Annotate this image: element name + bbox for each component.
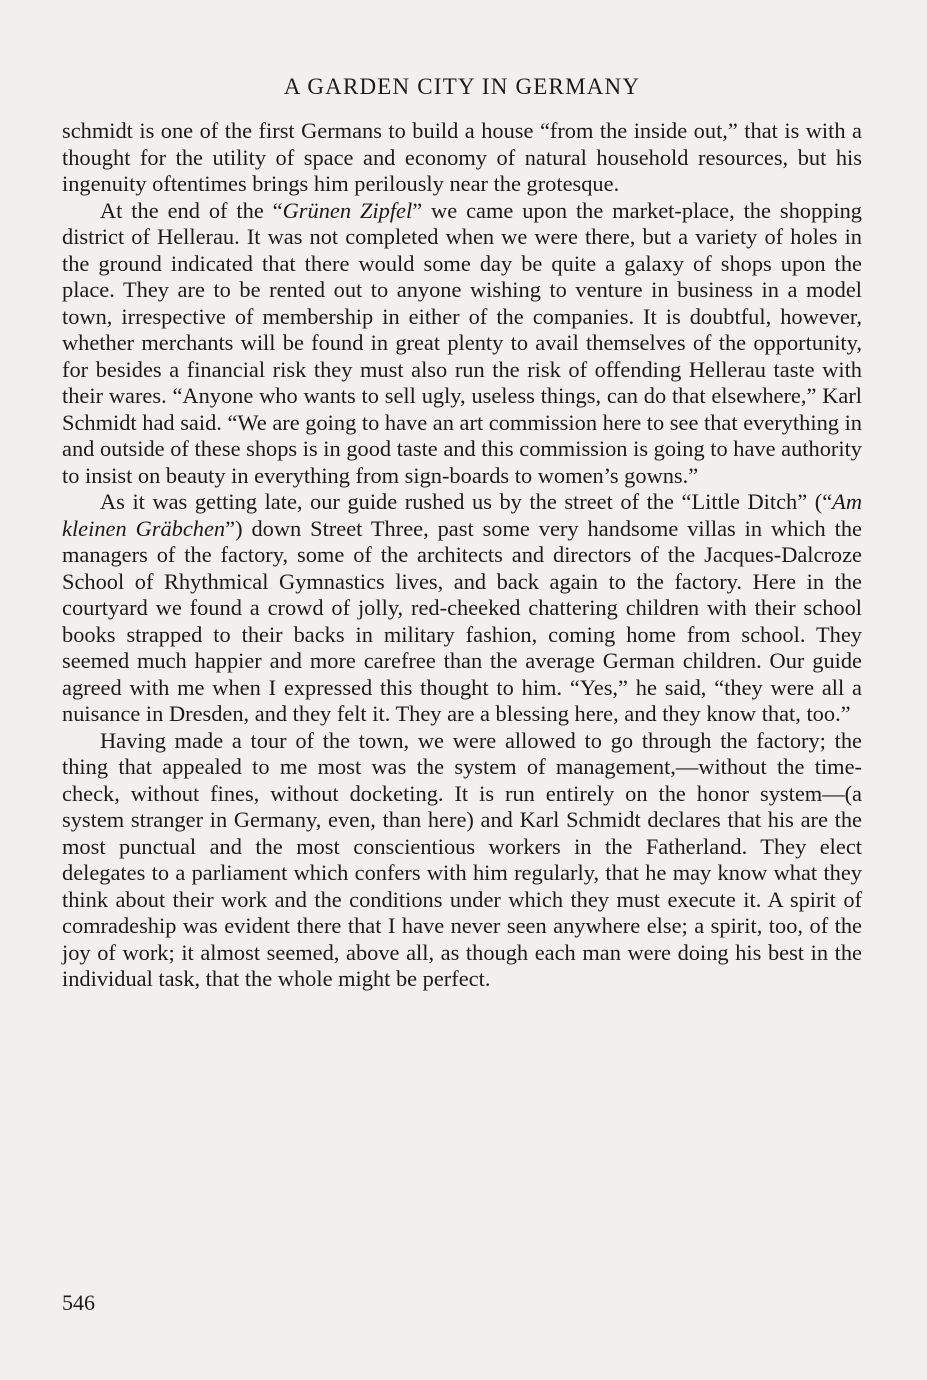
page-number: 546: [62, 1290, 95, 1315]
body-text: [62, 118, 862, 993]
paragraph-2: [62, 198, 862, 490]
paragraph-1: [62, 118, 862, 198]
paragraph-4: [62, 728, 862, 993]
book-page: [62, 64, 862, 1334]
paragraph-2-italic-phrase: Grünen Zipfel: [282, 197, 413, 223]
paragraph-4-text: Having made a tour of the town, we were allowed to go through the factory; the thing that appealed to me most was the system of management,—without the time-check, without fines, without docketing. It is run entirely on the honor system—(a system stranger in Germany, even, than here) and Karl Schmidt declares that his are the most punctual and the most conscientious workers in the Fatherland. They elect delegates to a parliament which confers with him regularly, that he may know what they think about their work and the conditions under which they must execute it. A spirit of comradeship was evident there that I have never seen anywhere else; a spirit, too, of the joy of work; it almost seemed, above all, as though each man were doing his best in the individual task, that the whole might be perfect.: [62, 727, 862, 991]
paragraph-3-italic-phrase: Am kleinen Gräbchen: [62, 489, 862, 541]
paragraph-1-text: schmidt is one of the first Germans to build a house “from the inside out,” that is with a thought for the utility of space and economy of natural household resources, but his ingenuity oftentimes brings him perilously near the grotesque.: [62, 118, 862, 196]
paragraph-2-text-a: At the end of the “: [100, 197, 283, 223]
paragraph-3-text-a: As it was getting late, our guide rushed us by the street of the “Little Ditch” (“: [100, 489, 833, 514]
running-head: A GARDEN CITY IN GERMANY: [283, 74, 641, 99]
paragraph-2-text-b: ” we came upon the market-place, the shopping district of Hellerau. It was not completed when we were there, but a variety of holes in the ground indicated that there would some day be quite a galaxy of shops upon the place. They are to be rented out to anyone wishing to venture in business in a model town, irrespective of membership in either of the companies. It is doubtful, however, whether merchants will be found in great plenty to avail themselves of the opportunity, for besides a financial risk they must also run the risk of offending Hellerau taste with their wares. “Anyone who wants to sell ugly, useless things, can do that elsewhere,” Karl Schmidt had said. “We are going to have an art commission here to see that everything in and outside of these shops is in good taste and this commission is going to have authority to insist on beauty in everything from sign-boards to women’s gowns.”: [62, 197, 862, 488]
paragraph-3-text-b: ”) down Street Three, past some very handsome villas in which the managers of the factory, some of the architects and directors of the Jacques-Dalcroze School of Rhythmical Gymnastics lives, and back again to the factory. Here in the courtyard we found a crowd of jolly, red-cheeked chattering children with their school books strapped to their backs in military fashion, coming home from school. They seemed much happier and more carefree than the average German children. Our guide agreed with me when I expressed this thought to him. “Yes,” he said, “they were all a nuisance in Dresden, and they felt it. They are a blessing here, and they know that, too.”: [62, 515, 862, 726]
paragraph-3: [62, 489, 862, 728]
